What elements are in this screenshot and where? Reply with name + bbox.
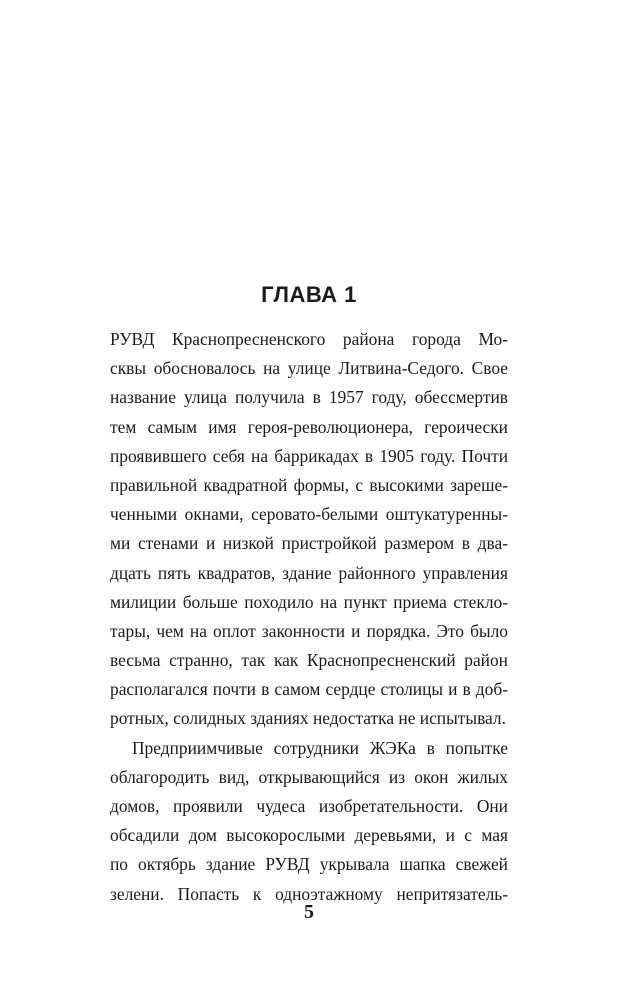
text-line: облагородить вид, открывающийся из окон жилых	[110, 766, 508, 787]
text-line: располагался почти в самом сердце столицы и в доб-	[110, 679, 508, 700]
text-line: дцать пять квадратов, здание районного управления	[110, 562, 508, 583]
text-line: проявившего себя на баррикадах в 1905 году. Почти	[110, 445, 508, 466]
text-line: домов, проявили чудеса изобретательности. Они	[110, 796, 508, 816]
text-line: ченными окнами, серовато-белыми оштукатуренны-	[110, 504, 508, 525]
text-line: зелени. Попасть к одноэтажному непритязатель-	[110, 883, 508, 904]
text-line: название улица получила в 1957 году, обессмертив	[110, 387, 508, 408]
text-line: обсадили дом высокорослыми деревьями, и с мая	[110, 825, 508, 846]
text-line: весьма странно, так как Краснопресненский район	[110, 650, 508, 671]
text-line: тары, чем на оплот законности и порядка. Это было	[110, 620, 508, 641]
text-line: по октябрь здание РУВД укрывала шапка свежей	[110, 854, 508, 875]
text-line: милиции больше походило на пункт приема стекло-	[110, 591, 508, 612]
text-line: правильной квадратной формы, с высокими зареше-	[110, 474, 508, 495]
paragraph-2	[110, 734, 508, 909]
text-line: сквы обосновалось на улице Литвина-Седого. Свое	[110, 358, 508, 379]
text-line: РУВД Краснопресненского района города Мо-	[110, 329, 508, 349]
paragraph-1	[110, 325, 508, 734]
text-line: Предприимчивые сотрудники ЖЭКа в попытке	[132, 737, 508, 758]
text-line: тем самым имя героя-революционера, героически	[110, 416, 508, 437]
page-number: 5	[304, 901, 314, 923]
body-text	[110, 325, 508, 909]
text-line: ротных, солидных зданиях недостатка не испытывал.	[110, 708, 506, 729]
text-line: ми стенами и низкой пристройкой размером в два-	[110, 533, 508, 554]
chapter-title: ГЛАВА 1	[261, 282, 357, 307]
